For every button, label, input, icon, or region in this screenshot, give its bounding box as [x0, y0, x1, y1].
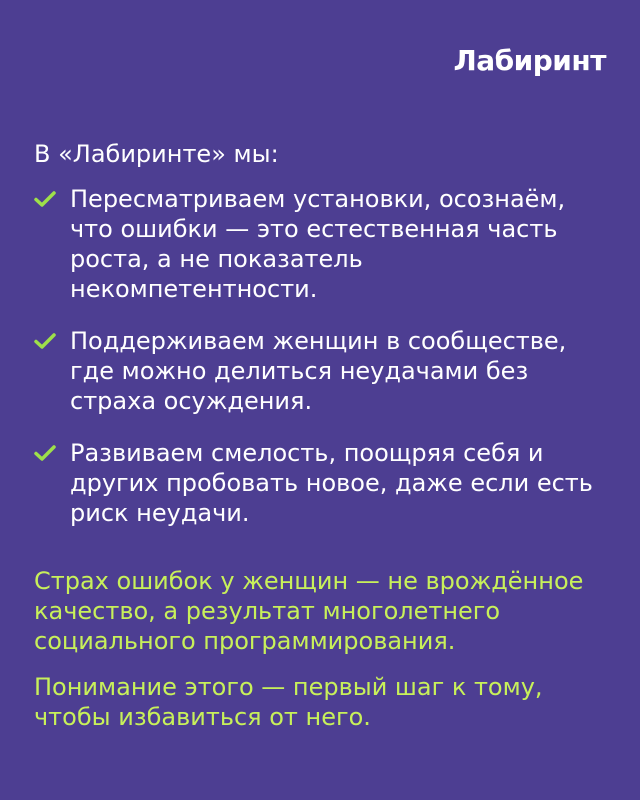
check-icon	[34, 326, 56, 356]
list-item-text: Пересматриваем установки, осознаём, что ошибки — это естественная часть роста, а не показатель некомпетентности.	[70, 185, 566, 303]
check-icon	[34, 184, 56, 214]
check-icon	[34, 438, 56, 468]
brand-logo: Лабиринт	[453, 44, 606, 77]
list-item	[34, 184, 610, 304]
list-item	[34, 438, 610, 528]
list-item-text: Поддерживаем женщин в сообществе, где можно делиться неудачами без страха осуждения.	[70, 327, 567, 415]
highlight-text-2: Понимание этого — первый шаг к тому, чтобы избавиться от него.	[34, 673, 543, 731]
intro-text: В «Лабиринте» мы:	[34, 140, 279, 168]
highlight-text-1: Страх ошибок у женщин — не врождённое качество, а результат многолетнего социального программирования.	[34, 567, 584, 655]
list-item-text: Развиваем смелость, поощряя себя и других пробовать новое, даже если есть риск неудачи.	[70, 439, 593, 527]
list-item	[34, 326, 610, 416]
benefits-list	[34, 184, 610, 550]
